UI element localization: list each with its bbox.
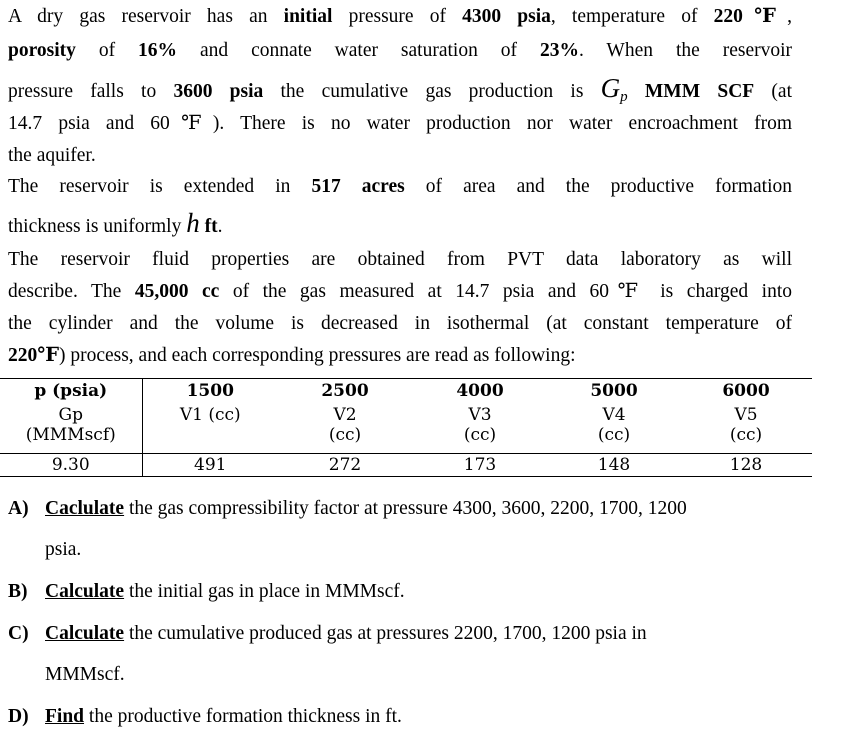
table-cell: 173 xyxy=(412,454,548,477)
p3-line-3: the cylinder and the volume is decreased in isothermal (at constant temperature of xyxy=(8,313,792,334)
question-b: B) Calculate the initial gas in place in MMMscf. xyxy=(8,581,405,602)
problem-paragraph-2 xyxy=(8,171,792,243)
table-cell: V5 (cc) xyxy=(729,405,763,445)
p2-line-2: thickness is uniformly h ft. xyxy=(8,208,223,238)
gp-symbol: G xyxy=(600,73,621,103)
question-c-continued: MMMscf. xyxy=(45,664,125,685)
table-row xyxy=(0,403,812,454)
table-cell: 6000 xyxy=(680,379,812,404)
table-cell: 4000 xyxy=(412,379,548,404)
p2-line-1: The reservoir is extended in 517 acres of area and the productive formation xyxy=(8,176,792,197)
p1-line-2: porosity of 16% and connate water saturation of 23%. When the reservoir xyxy=(8,40,792,61)
table-cell: Gp (MMMscf) xyxy=(0,403,142,454)
table-cell: 2500 xyxy=(278,379,412,404)
p1-line-1: A dry gas reservoir has an initial pressure of 4300 psia, temperature of 220℉, xyxy=(8,6,792,27)
p3-line-2: describe. The 45,000 cc of the gas measured at 14.7 psia and 60℉ is charged into xyxy=(8,281,792,302)
question-a-continued: psia. xyxy=(45,539,82,560)
table-cell: p (psia) xyxy=(0,379,142,404)
problem-paragraph-1 xyxy=(8,0,792,172)
table-row xyxy=(0,454,812,477)
table-cell: V2 (cc) xyxy=(328,405,362,445)
table-cell: 148 xyxy=(548,454,680,477)
problem-paragraph-3 xyxy=(8,244,792,372)
question-c: C) Calculate the cumulative produced gas at pressures 2200, 1700, 1200 psia in xyxy=(8,623,647,644)
table-cell: 1500 xyxy=(142,379,278,404)
question-d: D) Find the productive formation thickness in ft. xyxy=(8,706,402,727)
question-a: A) Caclulate the gas compressibility factor at pressure 4300, 3600, 2200, 1700, 1200 xyxy=(8,498,687,519)
table-cell: 272 xyxy=(278,454,412,477)
table-cell: V4 (cc) xyxy=(597,405,631,445)
p1-line-3: pressure falls to 3600 psia the cumulative gas production is $G_p$ MMM SCF (at xyxy=(8,73,792,105)
table-cell: 128 xyxy=(680,454,812,477)
p3-line-4: 220℉) process, and each corresponding pressures are read as following: xyxy=(8,345,576,366)
p1-line-4: 14.7 psia and 60℉). There is no water production nor water encroachment from xyxy=(8,113,792,134)
p1-line-5: the aquifer. xyxy=(8,145,96,166)
table-cell: V3 (cc) xyxy=(463,405,497,445)
table-cell: 9.30 xyxy=(0,454,142,477)
table-header-row xyxy=(0,379,812,404)
table-cell: V1 (cc) xyxy=(179,405,241,425)
table-cell: 5000 xyxy=(548,379,680,404)
pvt-data-table xyxy=(0,378,812,477)
h-symbol: h xyxy=(186,208,200,238)
p3-line-1: The reservoir fluid properties are obtained from PVT data laboratory as will xyxy=(8,249,792,270)
table-cell: 491 xyxy=(142,454,278,477)
